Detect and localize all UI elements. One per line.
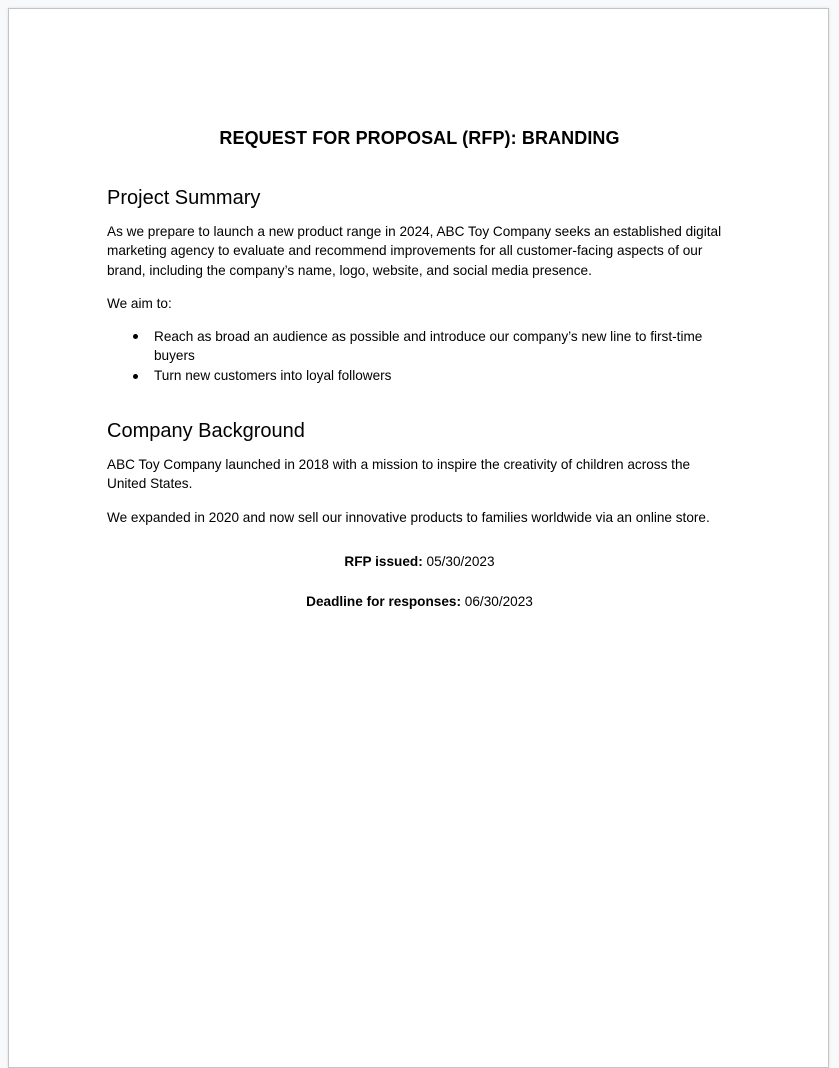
bullet-dot-icon [133, 374, 138, 379]
aims-intro-paragraph: We aim to: [107, 296, 172, 312]
rfp-issued-label: RFP issued: [344, 554, 423, 570]
list-item-label: Reach as broad an audience as possible and introduce our company’s new line to first-time buyers [154, 328, 703, 364]
rfp-issued-line [107, 552, 732, 572]
company-background-paragraph-2: We expanded in 2020 and now sell our innovative products to families worldwide via an online store. [107, 509, 710, 525]
document-page[interactable] [8, 8, 829, 1068]
list-item [154, 327, 732, 366]
list-item-label: Turn new customers into loyal followers [154, 368, 392, 384]
deadline-value: 06/30/2023 [464, 594, 533, 610]
project-summary-paragraph: As we prepare to launch a new product range in 2024, ABC Toy Company seeks an established digital marketing agency to evaluate and recommend improvements for all customer-facing aspects of our brand, including the company’s name, logo, website, and social media presence. [107, 223, 722, 278]
page-title: REQUEST FOR PROPOSAL (RFP): BRANDING [219, 128, 620, 148]
deadline-label: Deadline for responses: [306, 594, 462, 610]
list-item [154, 366, 732, 386]
section-heading-project-summary: Project Summary [107, 186, 261, 209]
aims-list [107, 327, 732, 386]
document-content [107, 127, 732, 612]
bullet-dot-icon [133, 334, 138, 339]
deadline-line [107, 592, 732, 612]
company-background-paragraph-1: ABC Toy Company launched in 2018 with a mission to inspire the creativity of children across the United States. [107, 456, 691, 492]
section-heading-company-background: Company Background [107, 419, 305, 442]
rfp-issued-value: 05/30/2023 [426, 554, 495, 570]
